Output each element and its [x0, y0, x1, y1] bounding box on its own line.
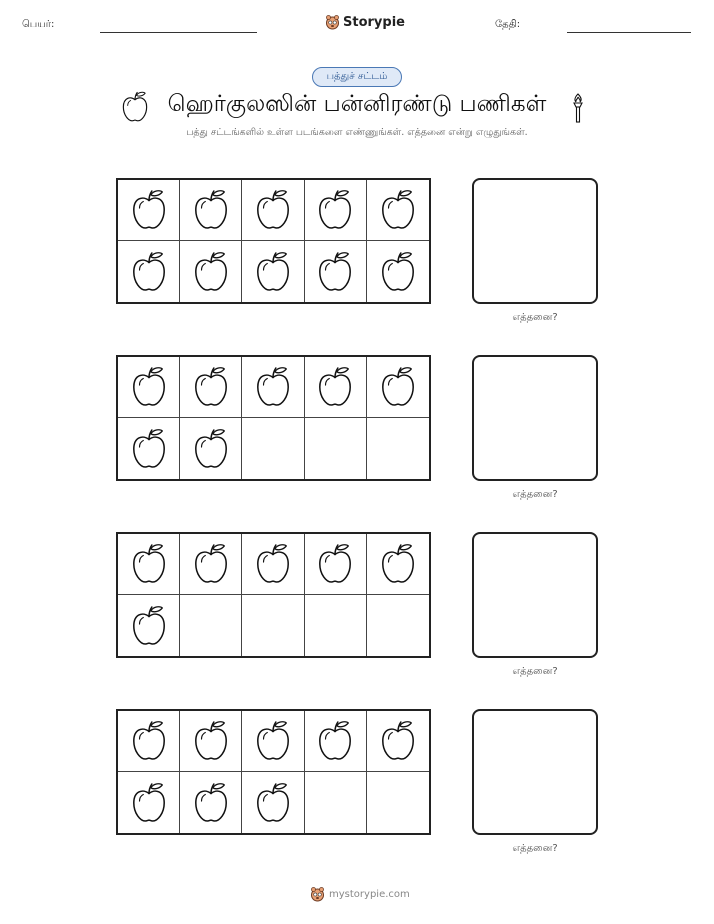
apple-icon [120, 91, 150, 123]
name-line[interactable] [100, 32, 257, 33]
name-label: பெயர்: [22, 19, 55, 30]
apple-icon [379, 542, 417, 586]
apple-icon [254, 542, 292, 586]
ten-frame-cell [367, 534, 429, 595]
apple-icon [192, 365, 230, 409]
apple-icon [192, 188, 230, 232]
apple-icon [254, 365, 292, 409]
answer-box[interactable] [472, 178, 598, 304]
ten-frame-cell [242, 241, 304, 302]
ten-frame-cell [242, 357, 304, 418]
apple-icon [130, 604, 168, 648]
ten-frame-cell [305, 534, 367, 595]
apple-icon [379, 188, 417, 232]
apple-icon [192, 427, 230, 471]
apple-icon [316, 250, 354, 294]
ten-frame-cell [180, 772, 242, 833]
ten-frame-cell [118, 357, 180, 418]
page-title: ஹெர்குலஸின் பன்னிரண்டு பணிகள் [167, 91, 547, 117]
ten-frame-cell [118, 180, 180, 241]
ten-frame [116, 709, 431, 835]
apple-icon [379, 365, 417, 409]
apple-icon [254, 781, 292, 825]
answer-box[interactable] [472, 532, 598, 658]
apple-icon [254, 719, 292, 763]
how-many-label: எத்தனை? [512, 489, 558, 500]
ten-frame-cell [367, 357, 429, 418]
ten-frame-cell [367, 180, 429, 241]
apple-icon [379, 719, 417, 763]
ten-frame-cell [367, 772, 429, 833]
mascot-icon [310, 886, 325, 902]
ten-frame [116, 178, 431, 304]
brand-name: Storypie [343, 14, 405, 30]
ten-frame-cell [180, 595, 242, 656]
ten-frame-cell [305, 595, 367, 656]
ten-frame-cell [118, 595, 180, 656]
apple-icon [192, 719, 230, 763]
ten-frame-cell [305, 418, 367, 479]
apple-icon [254, 188, 292, 232]
mascot-icon [325, 14, 340, 30]
apple-icon [379, 250, 417, 294]
instructions: பத்து சட்டங்களில் உள்ள படங்களை எண்ணுங்கள். எத்தனை என்று எழுதுங்கள். [186, 127, 528, 138]
apple-icon [316, 365, 354, 409]
apple-icon [316, 719, 354, 763]
ten-frame-cell [180, 180, 242, 241]
apple-icon [254, 250, 292, 294]
how-many-label: எத்தனை? [512, 666, 558, 677]
worksheet-type-badge: பத்துச் சட்டம் [312, 67, 402, 87]
ten-frame-cell [180, 534, 242, 595]
ten-frame [116, 532, 431, 658]
ten-frame-cell [118, 418, 180, 479]
ten-frame [116, 355, 431, 481]
ten-frame-cell [180, 711, 242, 772]
ten-frame-cell [242, 180, 304, 241]
apple-icon [130, 365, 168, 409]
apple-icon [130, 250, 168, 294]
apple-icon [192, 542, 230, 586]
ten-frame-cell [242, 418, 304, 479]
ten-frame-cell [305, 357, 367, 418]
ten-frame-cell [305, 772, 367, 833]
ten-frame-cell [305, 241, 367, 302]
brand-logo [325, 14, 405, 30]
ten-frame-cell [367, 418, 429, 479]
apple-icon [130, 188, 168, 232]
ten-frame-cell [305, 180, 367, 241]
ten-frame-cell [367, 595, 429, 656]
apple-icon [192, 250, 230, 294]
apple-icon [130, 427, 168, 471]
ten-frame-cell [118, 241, 180, 302]
ten-frame-cell [242, 595, 304, 656]
ten-frame-cell [118, 772, 180, 833]
footer-url: mystorypie.com [329, 888, 410, 900]
ten-frame-cell [367, 711, 429, 772]
date-line[interactable] [567, 32, 691, 33]
answer-box[interactable] [472, 355, 598, 481]
footer [310, 886, 410, 902]
answer-box[interactable] [472, 709, 598, 835]
ten-frame-cell [180, 357, 242, 418]
how-many-label: எத்தனை? [512, 843, 558, 854]
how-many-label: எத்தனை? [512, 312, 558, 323]
ten-frame-cell [118, 711, 180, 772]
apple-icon [130, 542, 168, 586]
ten-frame-cell [242, 772, 304, 833]
ten-frame-cell [367, 241, 429, 302]
ten-frame-cell [305, 711, 367, 772]
ten-frame-cell [180, 241, 242, 302]
torch-icon [570, 92, 586, 124]
date-label: தேதி: [495, 19, 521, 30]
ten-frame-cell [242, 711, 304, 772]
ten-frame-cell [242, 534, 304, 595]
apple-icon [316, 542, 354, 586]
ten-frame-cell [118, 534, 180, 595]
apple-icon [130, 781, 168, 825]
apple-icon [130, 719, 168, 763]
apple-icon [192, 781, 230, 825]
ten-frame-cell [180, 418, 242, 479]
apple-icon [316, 188, 354, 232]
